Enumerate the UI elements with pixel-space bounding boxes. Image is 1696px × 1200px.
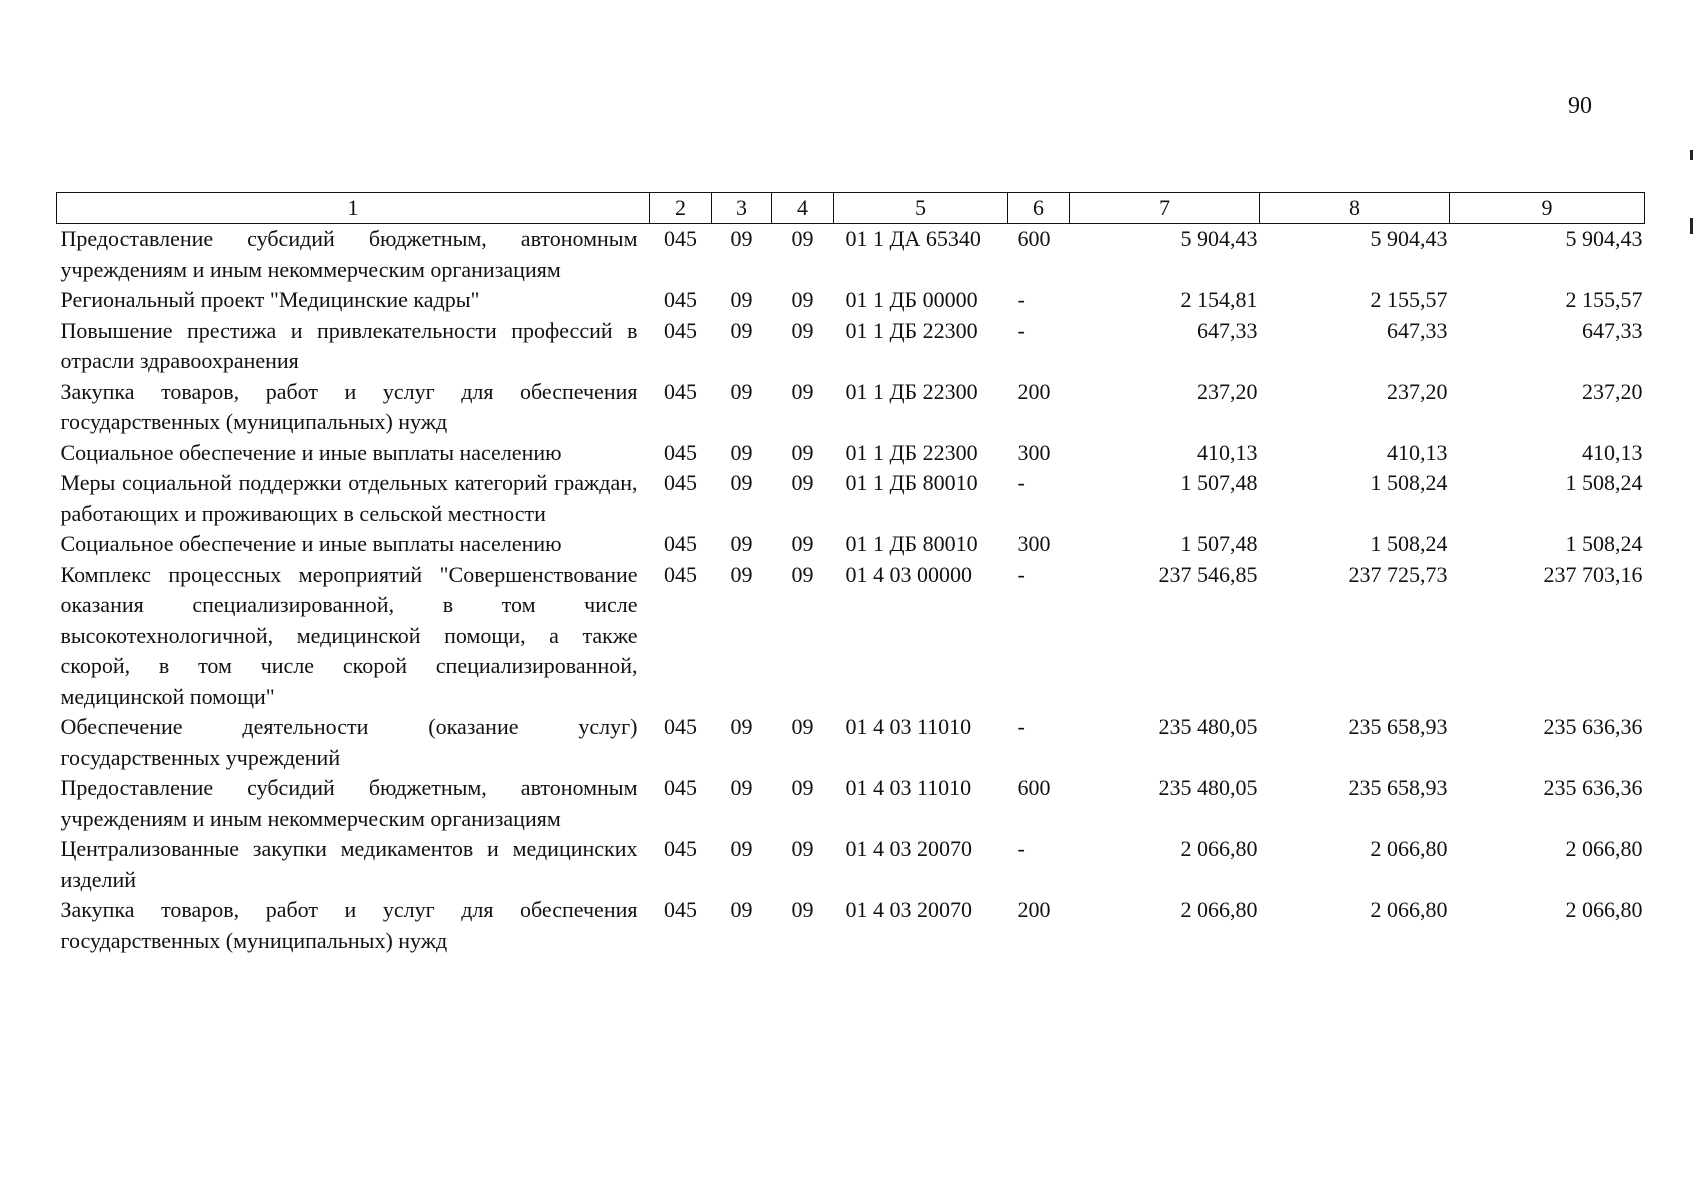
amount-col-7: 1 507,48 (1180, 531, 1258, 556)
target-item-code: 01 4 03 11010 (845, 714, 972, 739)
item-name: Централизованные закупки медикаментов и медицинских изделий (60, 836, 638, 892)
subsection-code: 09 (791, 226, 814, 251)
amount-col-7: 2 154,81 (1180, 287, 1258, 312)
section-code: 09 (730, 470, 753, 495)
column-header: 9 (1450, 193, 1645, 224)
table-body (57, 224, 1645, 957)
section-code: 09 (730, 287, 753, 312)
expense-type-code: 300 (1017, 439, 1051, 465)
section-code: 09 (730, 775, 753, 800)
expense-type-code: - (1017, 317, 1025, 343)
amount-col-9: 2 066,80 (1565, 836, 1643, 861)
subsection-code: 09 (791, 714, 814, 739)
amount-col-7: 2 066,80 (1180, 836, 1258, 861)
amount-col-8: 237 725,73 (1348, 561, 1448, 587)
section-code: 09 (730, 378, 753, 404)
table-row (57, 895, 1645, 956)
amount-col-7: 237,20 (1197, 378, 1258, 404)
table-row (57, 224, 1645, 286)
item-name: Закупка товаров, работ и услуг для обеспечения государственных (муниципальных) нужд (60, 897, 638, 953)
scan-edge-mark (1690, 150, 1693, 160)
budget-table (56, 192, 1645, 956)
amount-col-9: 647,33 (1582, 317, 1643, 343)
subsection-code: 09 (791, 439, 814, 465)
item-name: Повышение престижа и привлекательности профессий в отрасли здравоохранения (60, 317, 638, 373)
item-name: Закупка товаров, работ и услуг для обеспечения государственных (муниципальных) нужд (60, 378, 638, 434)
column-number-row (57, 193, 1645, 224)
amount-col-7: 1 507,48 (1180, 470, 1258, 495)
amount-col-8: 1 508,24 (1370, 531, 1448, 556)
table-row (57, 316, 1645, 377)
expense-type-code: - (1017, 714, 1025, 739)
item-name: Социальное обеспечение и иные выплаты населению (60, 439, 562, 465)
expense-type-code: 200 (1017, 897, 1051, 922)
column-header: 8 (1260, 193, 1450, 224)
subsection-code: 09 (791, 287, 814, 312)
ministry-code: 045 (664, 836, 697, 861)
amount-col-9: 235 636,36 (1543, 714, 1643, 739)
expense-type-code: - (1017, 836, 1025, 861)
ministry-code: 045 (664, 531, 697, 556)
section-code: 09 (730, 897, 753, 922)
table-row (57, 468, 1645, 529)
target-item-code: 01 1 ДБ 00000 (845, 287, 978, 312)
amount-col-7: 647,33 (1197, 317, 1258, 343)
item-name: Предоставление субсидий бюджетным, автономным учреждениям и иным некоммерческим организациям (60, 226, 638, 282)
item-name: Обеспечение деятельности (оказание услуг) государственных учреждений (60, 714, 638, 770)
ministry-code: 045 (664, 470, 697, 495)
ministry-code: 045 (664, 714, 697, 739)
expense-type-code: 600 (1017, 775, 1051, 800)
page-number: 90 (1568, 93, 1592, 119)
item-name: Региональный проект "Медицинские кадры" (60, 287, 480, 312)
column-header: 5 (834, 193, 1008, 224)
target-item-code: 01 4 03 11010 (845, 775, 972, 800)
column-header: 2 (650, 193, 712, 224)
section-code: 09 (730, 714, 753, 739)
ministry-code: 045 (664, 226, 697, 251)
amount-col-9: 237 703,16 (1543, 561, 1643, 587)
subsection-code: 09 (791, 561, 814, 587)
amount-col-9: 5 904,43 (1565, 226, 1643, 251)
subsection-code: 09 (791, 775, 814, 800)
column-header: 4 (772, 193, 834, 224)
amount-col-8: 235 658,93 (1348, 714, 1448, 739)
table-row (57, 377, 1645, 438)
amount-col-8: 235 658,93 (1348, 775, 1448, 800)
table-row (57, 529, 1645, 560)
ministry-code: 045 (664, 897, 697, 922)
amount-col-9: 2 155,57 (1565, 287, 1643, 312)
target-item-code: 01 1 ДБ 80010 (845, 531, 978, 556)
amount-col-8: 237,20 (1387, 378, 1448, 404)
expense-type-code: 200 (1017, 378, 1051, 404)
ministry-code: 045 (664, 287, 697, 312)
target-item-code: 01 1 ДА 65340 (845, 226, 981, 251)
ministry-code: 045 (664, 378, 697, 404)
amount-col-7: 2 066,80 (1180, 897, 1258, 922)
amount-col-7: 237 546,85 (1158, 561, 1258, 587)
amount-col-9: 1 508,24 (1565, 531, 1643, 556)
subsection-code: 09 (791, 378, 814, 404)
table-row (57, 560, 1645, 713)
table-header (57, 193, 1645, 224)
ministry-code: 045 (664, 317, 697, 343)
amount-col-8: 2 155,57 (1370, 287, 1448, 312)
target-item-code: 01 4 03 20070 (845, 897, 972, 922)
column-header: 6 (1008, 193, 1070, 224)
amount-col-7: 5 904,43 (1180, 226, 1258, 251)
ministry-code: 045 (664, 561, 697, 587)
section-code: 09 (730, 439, 753, 465)
amount-col-9: 2 066,80 (1565, 897, 1643, 922)
amount-col-9: 237,20 (1582, 378, 1643, 404)
scan-edge-mark (1690, 218, 1693, 234)
expense-type-code: - (1017, 470, 1025, 495)
item-name: Предоставление субсидий бюджетным, автономным учреждениям и иным некоммерческим организациям (60, 775, 638, 831)
item-name: Меры социальной поддержки отдельных категорий граждан, работающих и проживающих в сельской местности (60, 470, 638, 526)
amount-col-8: 1 508,24 (1370, 470, 1448, 495)
amount-col-9: 235 636,36 (1543, 775, 1643, 800)
target-item-code: 01 1 ДБ 80010 (845, 470, 978, 495)
target-item-code: 01 4 03 00000 (845, 561, 972, 587)
table-row (57, 712, 1645, 773)
amount-col-7: 410,13 (1197, 439, 1258, 465)
section-code: 09 (730, 561, 753, 587)
column-header: 1 (57, 193, 650, 224)
column-header: 7 (1070, 193, 1260, 224)
amount-col-8: 2 066,80 (1370, 836, 1448, 861)
ministry-code: 045 (664, 775, 697, 800)
amount-col-7: 235 480,05 (1158, 714, 1258, 739)
subsection-code: 09 (791, 531, 814, 556)
table-row (57, 773, 1645, 834)
table-row (57, 285, 1645, 316)
section-code: 09 (730, 317, 753, 343)
subsection-code: 09 (791, 317, 814, 343)
section-code: 09 (730, 531, 753, 556)
subsection-code: 09 (791, 470, 814, 495)
item-name: Социальное обеспечение и иные выплаты населению (60, 531, 562, 556)
table-row (57, 438, 1645, 469)
section-code: 09 (730, 836, 753, 861)
amount-col-9: 410,13 (1582, 439, 1643, 465)
expense-type-code: 600 (1017, 226, 1051, 251)
target-item-code: 01 4 03 20070 (845, 836, 972, 861)
ministry-code: 045 (664, 439, 697, 465)
amount-col-8: 5 904,43 (1370, 226, 1448, 251)
table-row (57, 834, 1645, 895)
expense-type-code: - (1017, 561, 1025, 587)
section-code: 09 (730, 226, 753, 251)
amount-col-9: 1 508,24 (1565, 470, 1643, 495)
subsection-code: 09 (791, 836, 814, 861)
column-header: 3 (712, 193, 772, 224)
amount-col-8: 647,33 (1387, 317, 1448, 343)
subsection-code: 09 (791, 897, 814, 922)
item-name: Комплекс процессных мероприятий "Совершенствование оказания специализированной, в том числе высокотехнологичной, медицинской помощи, а также скорой, в том числе скорой специализированной, медицинской помощи" (60, 561, 638, 709)
expense-type-code: 300 (1017, 531, 1051, 556)
expense-type-code: - (1017, 287, 1025, 312)
target-item-code: 01 1 ДБ 22300 (845, 439, 978, 465)
amount-col-8: 410,13 (1387, 439, 1448, 465)
amount-col-8: 2 066,80 (1370, 897, 1448, 922)
target-item-code: 01 1 ДБ 22300 (845, 317, 978, 343)
target-item-code: 01 1 ДБ 22300 (845, 378, 978, 404)
amount-col-7: 235 480,05 (1158, 775, 1258, 800)
